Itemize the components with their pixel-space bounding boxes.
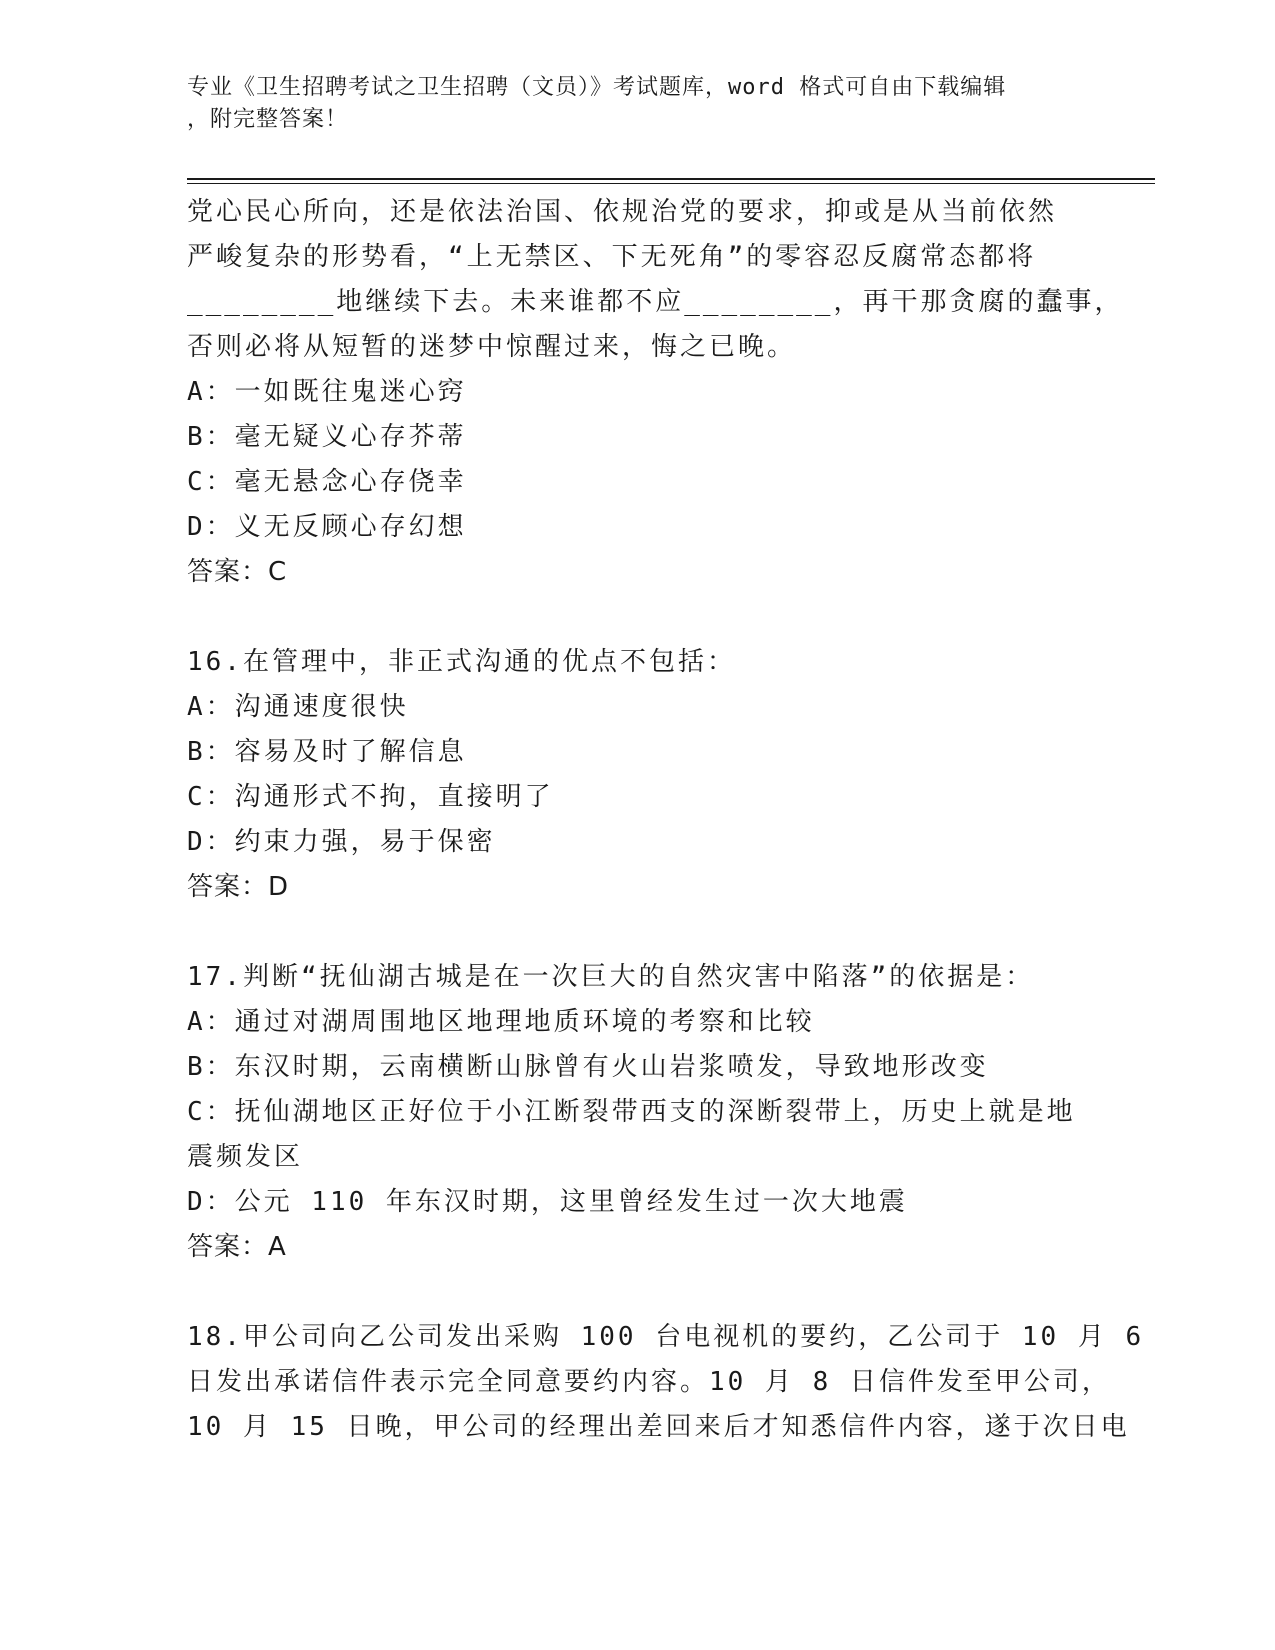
option-a: A：通过对湖周围地区地理地质环境的考察和比较 <box>187 1007 815 1037</box>
option-d: D：公元 110 年东汉时期，这里曾经发生过一次大地震 <box>187 1187 908 1217</box>
document-header <box>187 72 1067 136</box>
answer-line: 答案：C <box>187 557 288 587</box>
header-divider-thin <box>187 183 1155 184</box>
question-stem-line: 否则必将从短暂的迷梦中惊醒过来，悔之已晚。 <box>187 332 797 362</box>
question-stem-line: 日发出承诺信件表示完全同意要约内容。10 月 8 日信件发至甲公司， <box>187 1367 1111 1397</box>
answer-line: 答案：A <box>187 1232 287 1262</box>
question-list <box>187 190 1145 1450</box>
option-b: B：毫无疑义心存芥蒂 <box>187 422 467 452</box>
question-stem-line: 16.在管理中，非正式沟通的优点不包括： <box>187 647 736 677</box>
option-b: B：东汉时期，云南横断山脉曾有火山岩浆喷发，导致地形改变 <box>187 1052 989 1082</box>
question-stem-line: 严峻复杂的形势看，“上无禁区、下无死角”的零容忍反腐常态都将 <box>187 242 1037 272</box>
header-divider-thick <box>187 178 1155 180</box>
question-18 <box>187 1315 1145 1450</box>
option-c: C：抚仙湖地区正好位于小江断裂带西支的深断裂带上，历史上就是地 <box>187 1097 1076 1127</box>
question-stem-line: ________地继续下去。未来谁都不应________，再干那贪腐的蠢事， <box>187 287 1124 317</box>
option-c: C：毫无悬念心存侥幸 <box>187 467 467 497</box>
question-15 <box>187 190 1124 595</box>
question-17 <box>187 955 1087 1270</box>
option-a: A：沟通速度很快 <box>187 692 409 722</box>
option-a: A：一如既往鬼迷心窍 <box>187 377 467 407</box>
question-stem-line: 17.判断“抚仙湖古城是在一次巨大的自然灾害中陷落”的依据是： <box>187 962 1035 992</box>
question-stem-line: 18.甲公司向乙公司发出采购 100 台电视机的要约，乙公司于 10 月 6 <box>187 1322 1145 1352</box>
header-line-1: 专业《卫生招聘考试之卫生招聘（文员）》考试题库，word 格式可自由下载编辑 <box>187 75 1007 100</box>
question-stem-line: 10 月 15 日晚，甲公司的经理出差回来后才知悉信件内容，遂于次日电 <box>187 1412 1130 1442</box>
option-c-continued: 震频发区 <box>187 1142 304 1172</box>
answer-line: 答案：D <box>187 872 290 902</box>
option-b: B：容易及时了解信息 <box>187 737 467 767</box>
option-d: D：义无反顾心存幻想 <box>187 512 467 542</box>
option-c: C：沟通形式不拘，直接明了 <box>187 782 554 812</box>
question-stem-line: 党心民心所向，还是依法治国、依规治党的要求，抑或是从当前依然 <box>187 197 1058 227</box>
question-16 <box>187 640 1087 910</box>
option-d: D：约束力强，易于保密 <box>187 827 496 857</box>
header-line-2: ，附完整答案！ <box>187 107 349 132</box>
